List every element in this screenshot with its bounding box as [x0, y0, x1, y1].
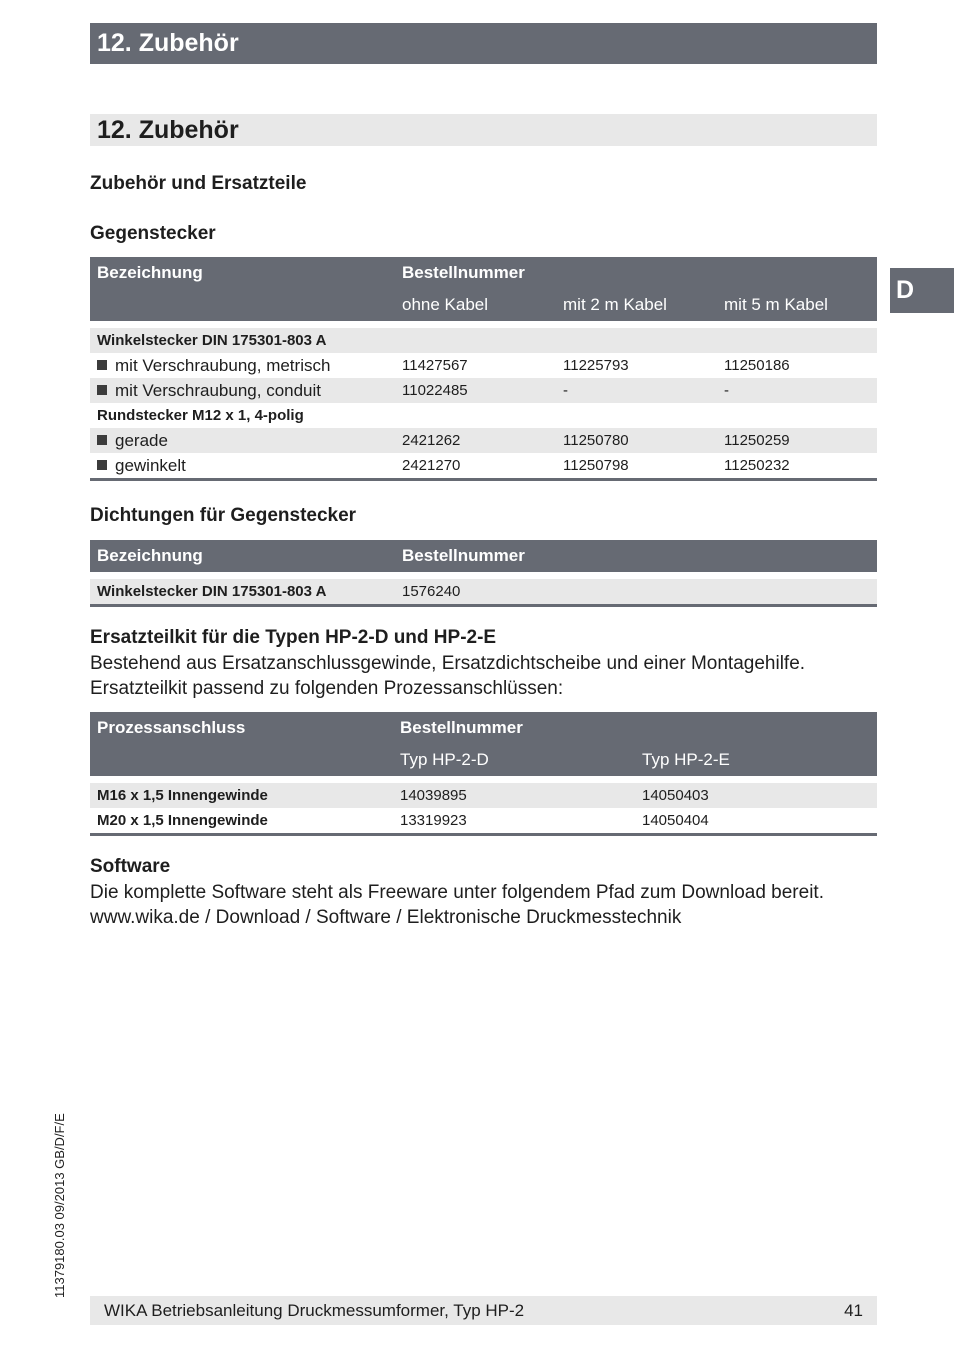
table-row — [90, 783, 877, 808]
cell-5m-kabel: 11250232 — [724, 457, 790, 474]
gegenstecker-table — [90, 257, 877, 481]
language-tab[interactable]: D — [890, 268, 954, 313]
gegenstecker-heading: Gegenstecker — [90, 223, 216, 244]
ersatzteilkit-text-line-2: Ersatzteilkit passend zu folgenden Prozessanschlüssen: — [90, 678, 564, 699]
column-header-2m-kabel: mit 2 m Kabel — [556, 289, 717, 321]
ersatzteilkit-table — [90, 712, 877, 836]
dichtungen-heading: Dichtungen für Gegenstecker — [90, 505, 357, 526]
row-label: gerade — [115, 430, 168, 450]
bullet-square-icon — [97, 360, 107, 370]
chapter-banner: 12. Zubehör — [90, 23, 877, 64]
table-row — [90, 579, 877, 606]
table-header-row — [90, 540, 877, 572]
table-group-row — [90, 328, 877, 353]
cell-2m-kabel: 11225793 — [563, 357, 629, 374]
cell-typ-hp-2-e: 14050404 — [642, 812, 709, 829]
page-subtitle: Zubehör und Ersatzteile — [90, 173, 307, 194]
table-group-row — [90, 403, 877, 428]
row-label: gewinkelt — [115, 455, 186, 475]
footer-title: WIKA Betriebsanleitung Druckmessumformer, Typ HP-2 — [104, 1301, 525, 1320]
cell-ohne-kabel: 11022485 — [395, 378, 556, 403]
row-label: Winkelstecker DIN 175301-803 A — [90, 579, 395, 606]
column-header-5m-kabel: mit 5 m Kabel — [717, 289, 877, 321]
section-heading: 12. Zubehör — [90, 114, 877, 146]
table-header-row — [90, 712, 877, 744]
bullet-square-icon — [97, 435, 107, 445]
cell-5m-kabel: 11250186 — [724, 357, 790, 374]
software-link-path[interactable]: www.wika.de / Download / Software / Elektronische Druckmesstechnik — [90, 907, 682, 928]
cell-bestellnummer: 1576240 — [395, 579, 877, 606]
table-row — [90, 808, 877, 835]
cell-5m-kabel: 11250259 — [717, 428, 877, 453]
page-number: 41 — [844, 1301, 863, 1320]
bullet-square-icon — [97, 460, 107, 470]
cell-typ-hp-2-d: 14039895 — [393, 783, 635, 808]
table-row — [90, 453, 877, 480]
software-heading: Software — [90, 856, 171, 877]
cell-ohne-kabel: 11427567 — [402, 357, 468, 374]
row-label: mit Verschraubung, metrisch — [115, 355, 331, 375]
document-code: 11379180.03 09/2013 GB/D/F/E — [52, 1113, 67, 1298]
group-title: Winkelstecker DIN 175301-803 A — [90, 328, 877, 353]
column-header-ohne-kabel: ohne Kabel — [395, 289, 556, 321]
table-row — [90, 353, 877, 378]
cell-ohne-kabel: 2421270 — [402, 457, 461, 474]
column-header-bestellnummer: Bestellnummer — [393, 712, 877, 744]
row-label: M16 x 1,5 Innengewinde — [90, 783, 393, 808]
bullet-square-icon — [97, 385, 107, 395]
cell-2m-kabel: 11250780 — [556, 428, 717, 453]
dichtungen-table — [90, 540, 877, 607]
column-header-bestellnummer: Bestellnummer — [395, 257, 877, 289]
cell-2m-kabel: 11250798 — [563, 457, 629, 474]
group-title: Rundstecker M12 x 1, 4-polig — [97, 407, 304, 424]
table-subheader-row — [90, 289, 877, 321]
row-label: M20 x 1,5 Innengewinde — [97, 812, 268, 829]
cell-typ-hp-2-e: 14050403 — [635, 783, 877, 808]
column-header-typ-hp-2-e: Typ HP-2-E — [635, 744, 877, 776]
column-header-bezeichnung: Bezeichnung — [90, 540, 395, 572]
ersatzteilkit-heading: Ersatzteilkit für die Typen HP-2-D und HP-2-E — [90, 627, 497, 648]
cell-ohne-kabel: 2421262 — [395, 428, 556, 453]
row-label: mit Verschraubung, conduit — [115, 380, 322, 400]
cell-2m-kabel: - — [556, 378, 717, 403]
table-header-row — [90, 257, 877, 289]
column-header-typ-hp-2-d: Typ HP-2-D — [393, 744, 635, 776]
cell-typ-hp-2-d: 13319923 — [400, 812, 467, 829]
table-row — [90, 428, 877, 453]
cell-5m-kabel: - — [717, 378, 877, 403]
column-header-bezeichnung: Bezeichnung — [90, 257, 395, 289]
software-text-line-1: Die komplette Software steht als Freeware unter folgendem Pfad zum Download bereit. — [90, 882, 824, 903]
column-header-prozessanschluss: Prozessanschluss — [90, 712, 393, 744]
column-header-bestellnummer: Bestellnummer — [395, 540, 877, 572]
table-subheader-row — [90, 744, 877, 776]
ersatzteilkit-text-line-1: Bestehend aus Ersatzanschlussgewinde, Ersatzdichtscheibe und einer Montagehilfe. — [90, 653, 806, 674]
page-footer — [90, 1296, 877, 1325]
table-row — [90, 378, 877, 403]
